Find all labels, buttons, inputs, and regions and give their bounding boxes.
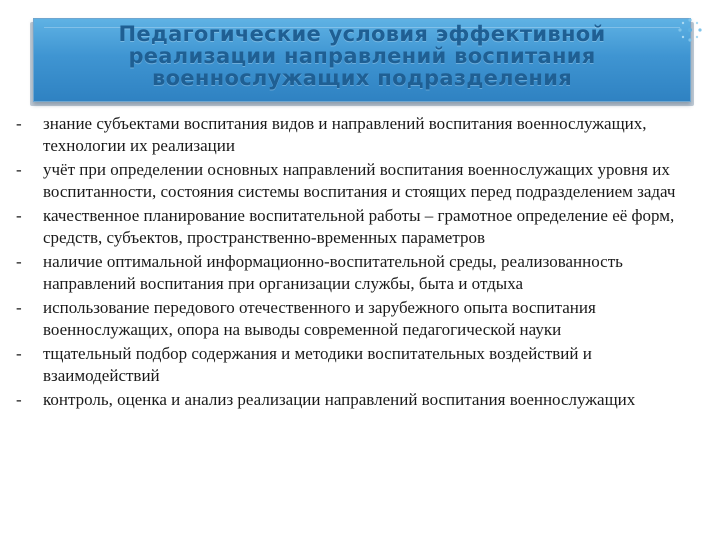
list-item [16,297,706,340]
list-item-text: учёт при определении основных направлений воспитания военнослужащих уровня их воспитанности, состояния системы воспитания и стоящих перед подразделением задач [43,160,676,201]
bullet-dash: - [16,114,22,133]
list-item [16,205,706,248]
list-item-text: контроль, оценка и анализ реализации направлений воспитания военнослужащих [43,390,636,409]
bullet-dash: - [16,160,22,179]
slide-title-line-3: военнослужащих подразделения [151,66,572,90]
list-item-text: наличие оптимальной информационно-воспитательной среды, реализованность направлений воспитания при организации службы, быта и отдыха [43,252,623,293]
slide-title-line-1: Педагогические условия эффективной [118,22,606,46]
list-item-text: тщательный подбор содержания и методики воспитательных воздействий и взаимодействий [43,344,592,385]
list-item [16,389,706,411]
bullet-dash: - [16,298,22,317]
list-item [16,343,706,386]
bullet-dash: - [16,206,22,225]
list-item-text: знание субъектами воспитания видов и направлений воспитания военнослужащих, технологии их реализации [43,114,647,155]
list-item [16,159,706,202]
list-item [16,113,706,156]
title-banner [33,18,691,102]
list-item-text: качественное планирование воспитательной работы – грамотное определение её форм, средств, субъектов, пространственно-временных параметров [43,206,675,247]
slide-title-line-2: реализации направлений воспитания [128,44,596,68]
list-item [16,251,706,294]
list-item-text: использование передового отечественного и зарубежного опыта воспитания военнослужащих, опора на выводы современной педагогической науки [43,298,596,339]
slide-title [34,23,690,89]
bullet-dash: - [16,252,22,271]
corner-sparkle-icon [674,14,706,46]
bullet-dash: - [16,390,22,409]
bullet-dash: - [16,344,22,363]
conditions-list [16,113,706,414]
